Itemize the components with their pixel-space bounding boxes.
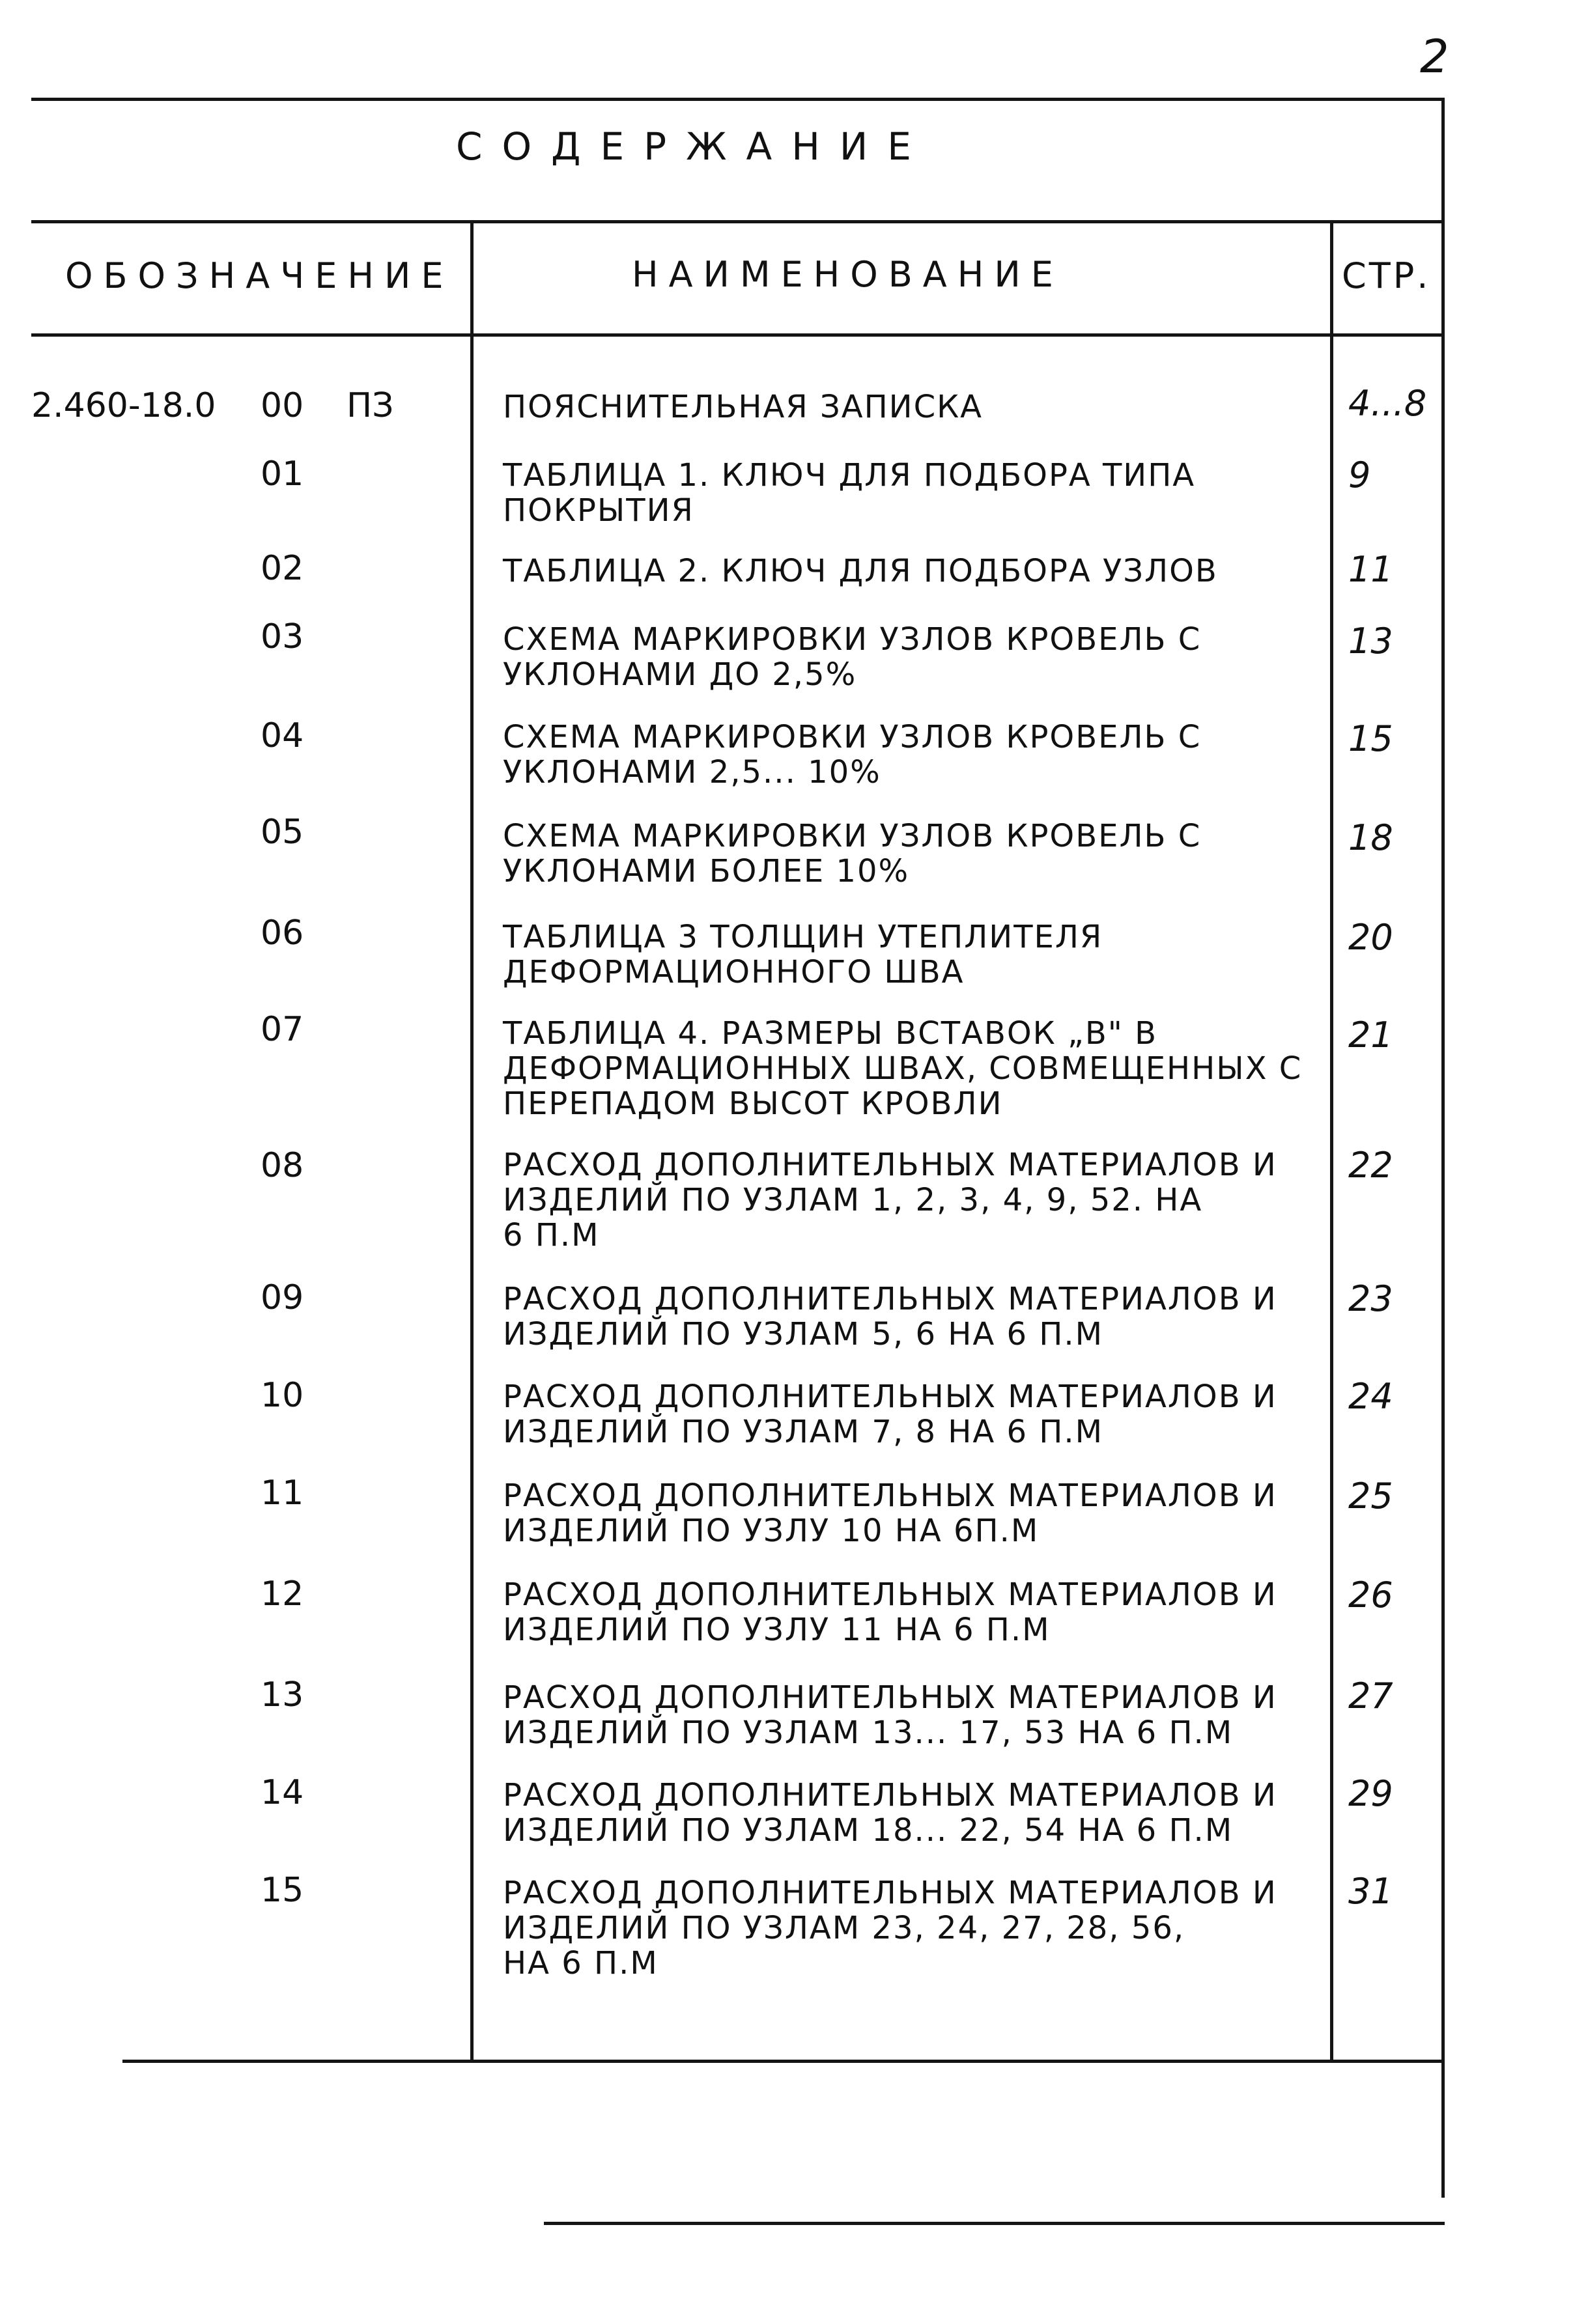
row-name	[503, 720, 1311, 790]
row-name-line: ДЕФОРМАЦИОННОГО ШВА	[503, 954, 965, 990]
row-name-line: ПЕРЕПАДОМ ВЫСОТ КРОВЛИ	[503, 1085, 1003, 1122]
row-name	[503, 1875, 1311, 1981]
row-name	[503, 1147, 1311, 1253]
page-number: 2	[1420, 30, 1449, 83]
row-name-line: ИЗДЕЛИЙ ПО УЗЛАМ 18... 22, 54 НА 6 П.М	[503, 1812, 1234, 1849]
row-name-line: СХЕМА МАРКИРОВКИ УЗЛОВ КРОВЕЛЬ С	[503, 818, 1202, 854]
document-title: СОДЕРЖАНИЕ	[456, 124, 931, 169]
row-suffix: ПЗ	[347, 386, 394, 425]
row-sub-code: 03	[261, 617, 304, 656]
row-name	[503, 553, 1311, 589]
row-name-line: НА 6 П.М	[503, 1945, 659, 1981]
row-name-line: РАСХОД ДОПОЛНИТЕЛЬНЫХ МАТЕРИАЛОВ И	[503, 1777, 1277, 1813]
row-sub-code: 15	[261, 1871, 304, 1910]
table-bottom-border	[122, 2060, 1445, 2063]
page-header: СТР.	[1342, 255, 1431, 296]
row-sub-code: 05	[261, 813, 304, 852]
row-page: 31	[1348, 1871, 1393, 1912]
row-name	[503, 1577, 1311, 1647]
row-name-line: ПОКРЫТИЯ	[503, 492, 694, 529]
row-page: 11	[1348, 549, 1393, 590]
row-name-line: ТАБЛИЦА 4. РАЗМЕРЫ ВСТАВОК „В" В	[503, 1015, 1158, 1052]
row-name-line: ТАБЛИЦА 2. КЛЮЧ ДЛЯ ПОДБОРА УЗЛОВ	[503, 553, 1218, 589]
header-divider	[31, 220, 1443, 223]
row-page: 22	[1348, 1145, 1393, 1186]
row-name-line: РАСХОД ДОПОЛНИТЕЛЬНЫХ МАТЕРИАЛОВ И	[503, 1477, 1277, 1514]
row-name-line: ТАБЛИЦА 1. КЛЮЧ ДЛЯ ПОДБОРА ТИПА	[503, 457, 1196, 494]
row-name-line: ТАБЛИЦА 3 ТОЛЩИН УТЕПЛИТЕЛЯ	[503, 919, 1103, 955]
row-name	[503, 1281, 1311, 1352]
designation-column-divider	[470, 220, 474, 2063]
row-name	[503, 819, 1311, 889]
row-sub-code: 10	[261, 1376, 304, 1415]
row-name-line: СХЕМА МАРКИРОВКИ УЗЛОВ КРОВЕЛЬ С	[503, 719, 1202, 755]
page-column-divider	[1330, 220, 1333, 2063]
document-code: 2.460-18.0	[31, 386, 216, 425]
stamp-bottom-border	[544, 2222, 1445, 2225]
row-name-line: ИЗДЕЛИЙ ПО УЗЛАМ 13... 17, 53 НА 6 П.М	[503, 1715, 1234, 1751]
row-name-line: УКЛОНАМИ 2,5... 10%	[503, 754, 881, 791]
row-name-line: РАСХОД ДОПОЛНИТЕЛЬНЫХ МАТЕРИАЛОВ И	[503, 1379, 1277, 1415]
row-page: 9	[1348, 455, 1371, 496]
row-page: 13	[1348, 621, 1393, 662]
row-name-line: РАСХОД ДОПОЛНИТЕЛЬНЫХ МАТЕРИАЛОВ И	[503, 1576, 1277, 1613]
row-name	[503, 1016, 1311, 1121]
row-name-line: ДЕФОРМАЦИОННЫХ ШВАХ, СОВМЕЩЕННЫХ С	[503, 1050, 1303, 1087]
row-name	[503, 622, 1311, 692]
row-sub-code: 00	[261, 386, 304, 425]
row-name	[503, 1379, 1311, 1449]
row-name	[503, 1478, 1311, 1548]
row-name-line: ИЗДЕЛИЙ ПО УЗЛАМ 23, 24, 27, 28, 56,	[503, 1910, 1185, 1946]
row-name-line: СХЕМА МАРКИРОВКИ УЗЛОВ КРОВЕЛЬ С	[503, 621, 1202, 658]
row-name-line: УКЛОНАМИ БОЛЕЕ 10%	[503, 853, 910, 889]
row-sub-code: 12	[261, 1575, 304, 1614]
row-name-line: РАСХОД ДОПОЛНИТЕЛЬНЫХ МАТЕРИАЛОВ И	[503, 1281, 1277, 1317]
row-name-line: РАСХОД ДОПОЛНИТЕЛЬНЫХ МАТЕРИАЛОВ И	[503, 1679, 1277, 1716]
row-sub-code: 08	[261, 1146, 304, 1185]
row-name	[503, 1680, 1311, 1750]
row-name-line: ИЗДЕЛИЙ ПО УЗЛАМ 1, 2, 3, 4, 9, 52. НА	[503, 1182, 1203, 1218]
row-name-line: РАСХОД ДОПОЛНИТЕЛЬНЫХ МАТЕРИАЛОВ И	[503, 1875, 1277, 1911]
row-sub-code: 07	[261, 1010, 304, 1049]
row-sub-code: 14	[261, 1773, 304, 1812]
row-page: 21	[1348, 1015, 1393, 1056]
row-sub-code: 09	[261, 1278, 304, 1317]
top-border	[31, 98, 1445, 101]
row-sub-code: 06	[261, 914, 304, 953]
row-name	[503, 1778, 1311, 1848]
row-name-line: 6 П.М	[503, 1217, 600, 1253]
row-sub-code: 13	[261, 1675, 304, 1715]
row-sub-code: 04	[261, 716, 304, 755]
row-sub-code: 01	[261, 455, 304, 494]
row-page: 25	[1348, 1476, 1393, 1517]
designation-header: ОБОЗНАЧЕНИЕ	[65, 255, 454, 296]
row-page: 15	[1348, 718, 1393, 759]
column-header-divider	[31, 333, 1443, 337]
row-page: 29	[1348, 1773, 1393, 1814]
row-page: 26	[1348, 1575, 1393, 1616]
row-sub-code: 11	[261, 1474, 304, 1513]
row-page: 18	[1348, 817, 1393, 858]
row-name-line: ИЗДЕЛИЙ ПО УЗЛАМ 5, 6 НА 6 П.М	[503, 1316, 1104, 1352]
row-page: 23	[1348, 1278, 1393, 1319]
row-page: 24	[1348, 1376, 1393, 1417]
row-page: 20	[1348, 917, 1393, 958]
row-sub-code: 02	[261, 549, 304, 588]
row-name-line: ПОЯСНИТЕЛЬНАЯ ЗАПИСКА	[503, 389, 983, 425]
row-name-line: РАСХОД ДОПОЛНИТЕЛЬНЫХ МАТЕРИАЛОВ И	[503, 1147, 1277, 1183]
row-page: 27	[1348, 1675, 1393, 1716]
row-name	[503, 919, 1311, 990]
row-name	[503, 389, 1311, 425]
row-name-line: ИЗДЕЛИЙ ПО УЗЛУ 11 НА 6 П.М	[503, 1612, 1051, 1648]
row-name-line: УКЛОНАМИ ДО 2,5%	[503, 656, 857, 693]
row-name-line: ИЗДЕЛИЙ ПО УЗЛУ 10 НА 6П.М	[503, 1513, 1040, 1549]
right-border	[1441, 98, 1445, 2198]
row-name	[503, 458, 1311, 528]
row-name-line: ИЗДЕЛИЙ ПО УЗЛАМ 7, 8 НА 6 П.М	[503, 1414, 1104, 1450]
name-header: НАИМЕНОВАНИЕ	[632, 254, 1064, 295]
row-page: 4...8	[1348, 383, 1427, 424]
